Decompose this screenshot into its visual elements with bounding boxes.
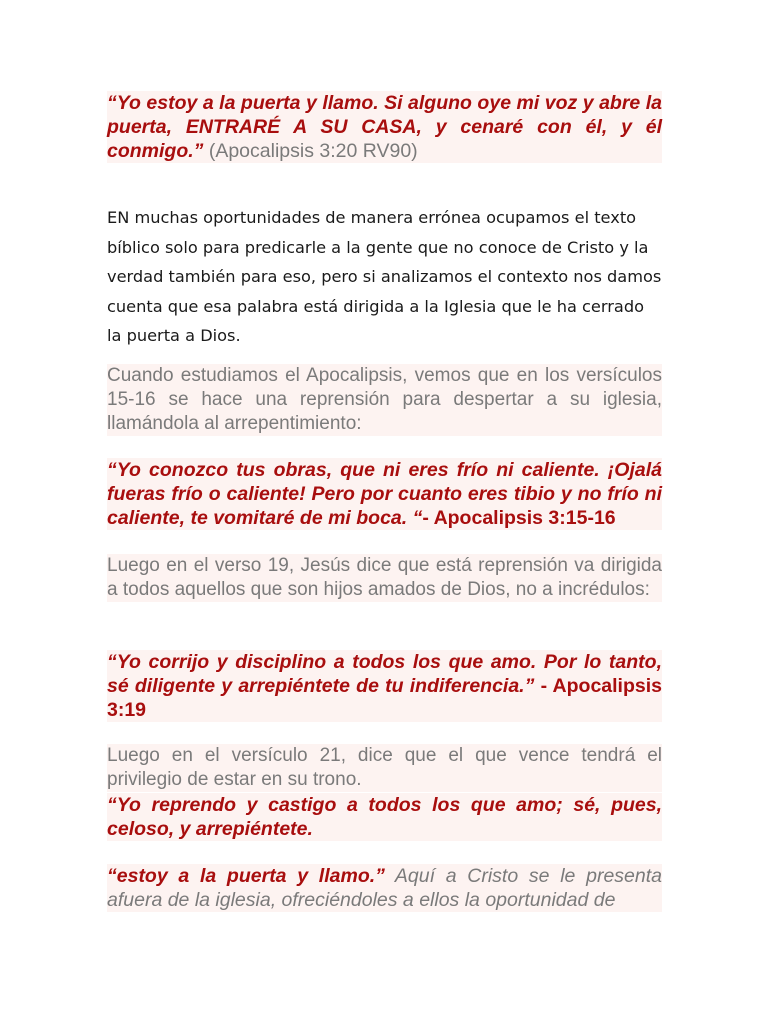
- verse-reprendo: “Yo reprendo y castigo a todos los que amo; sé, pues, celoso, y arrepiéntete.: [107, 794, 662, 840]
- verse-quote: “estoy a la puerta y llamo.”: [107, 865, 385, 887]
- paragraph-versiculo-21: Luego en el versículo 21, dice que el que vence tendrá el privilegio de estar en su trono.: [107, 745, 662, 790]
- verse-quote: “Yo estoy a la puerta y llamo. Si alguno oye mi voz y abre la puerta, ENTRARÉ A SU CASA, y cenaré con él, y él conmigo.”: [107, 92, 662, 162]
- paragraph-verso-19: Luego en el verso 19, Jesús dice que está reprensión va dirigida a todos aquellos que son hijos amados de Dios, no a incrédulos:: [107, 555, 662, 600]
- paragraph-apocalipsis-study: Cuando estudiamos el Apocalipsis, vemos que en los versículos 15-16 se hace una reprensión para despertar a su iglesia, llamándola al arrepentimiento:: [107, 365, 662, 434]
- verse-apocalipsis-3-15-16: [107, 458, 662, 530]
- intro-paragraph: EN muchas oportunidades de manera errónea ocupamos el texto bíblico solo para predicarle a la gente que no conoce de Cristo y la verdad también para eso, pero si analizamos el contexto nos damos cuenta que esa palabra está dirigida a la Iglesia que le ha cerrado la puerta a Dios.: [107, 208, 662, 345]
- verse-apocalipsis-3-20: [107, 91, 662, 163]
- verse-reference: - Apocalipsis 3:15-16: [422, 507, 616, 529]
- verse-commentary: Aquí a Cristo se le presenta afuera de la iglesia, ofreciéndoles a ellos la oportunidad de: [107, 865, 662, 911]
- verse-estoy-a-la-puerta: [107, 864, 662, 912]
- verse-reference: - Apocalipsis 3:19: [107, 675, 662, 721]
- verse-apocalipsis-3-19: [107, 650, 662, 722]
- verse-quote: “Yo corrijo y disciplino a todos los que amo. Por lo tanto, sé diligente y arrepiéntete de tu indiferencia.”: [107, 651, 662, 697]
- verse-reference: (Apocalipsis 3:20 RV90): [203, 140, 418, 162]
- verse-quote: “Yo conozco tus obras, que ni eres frío ni caliente. ¡Ojalá fueras frío o caliente! Pero por cuanto eres tibio y no frío ni caliente, te vomitaré de mi boca. “: [107, 459, 662, 529]
